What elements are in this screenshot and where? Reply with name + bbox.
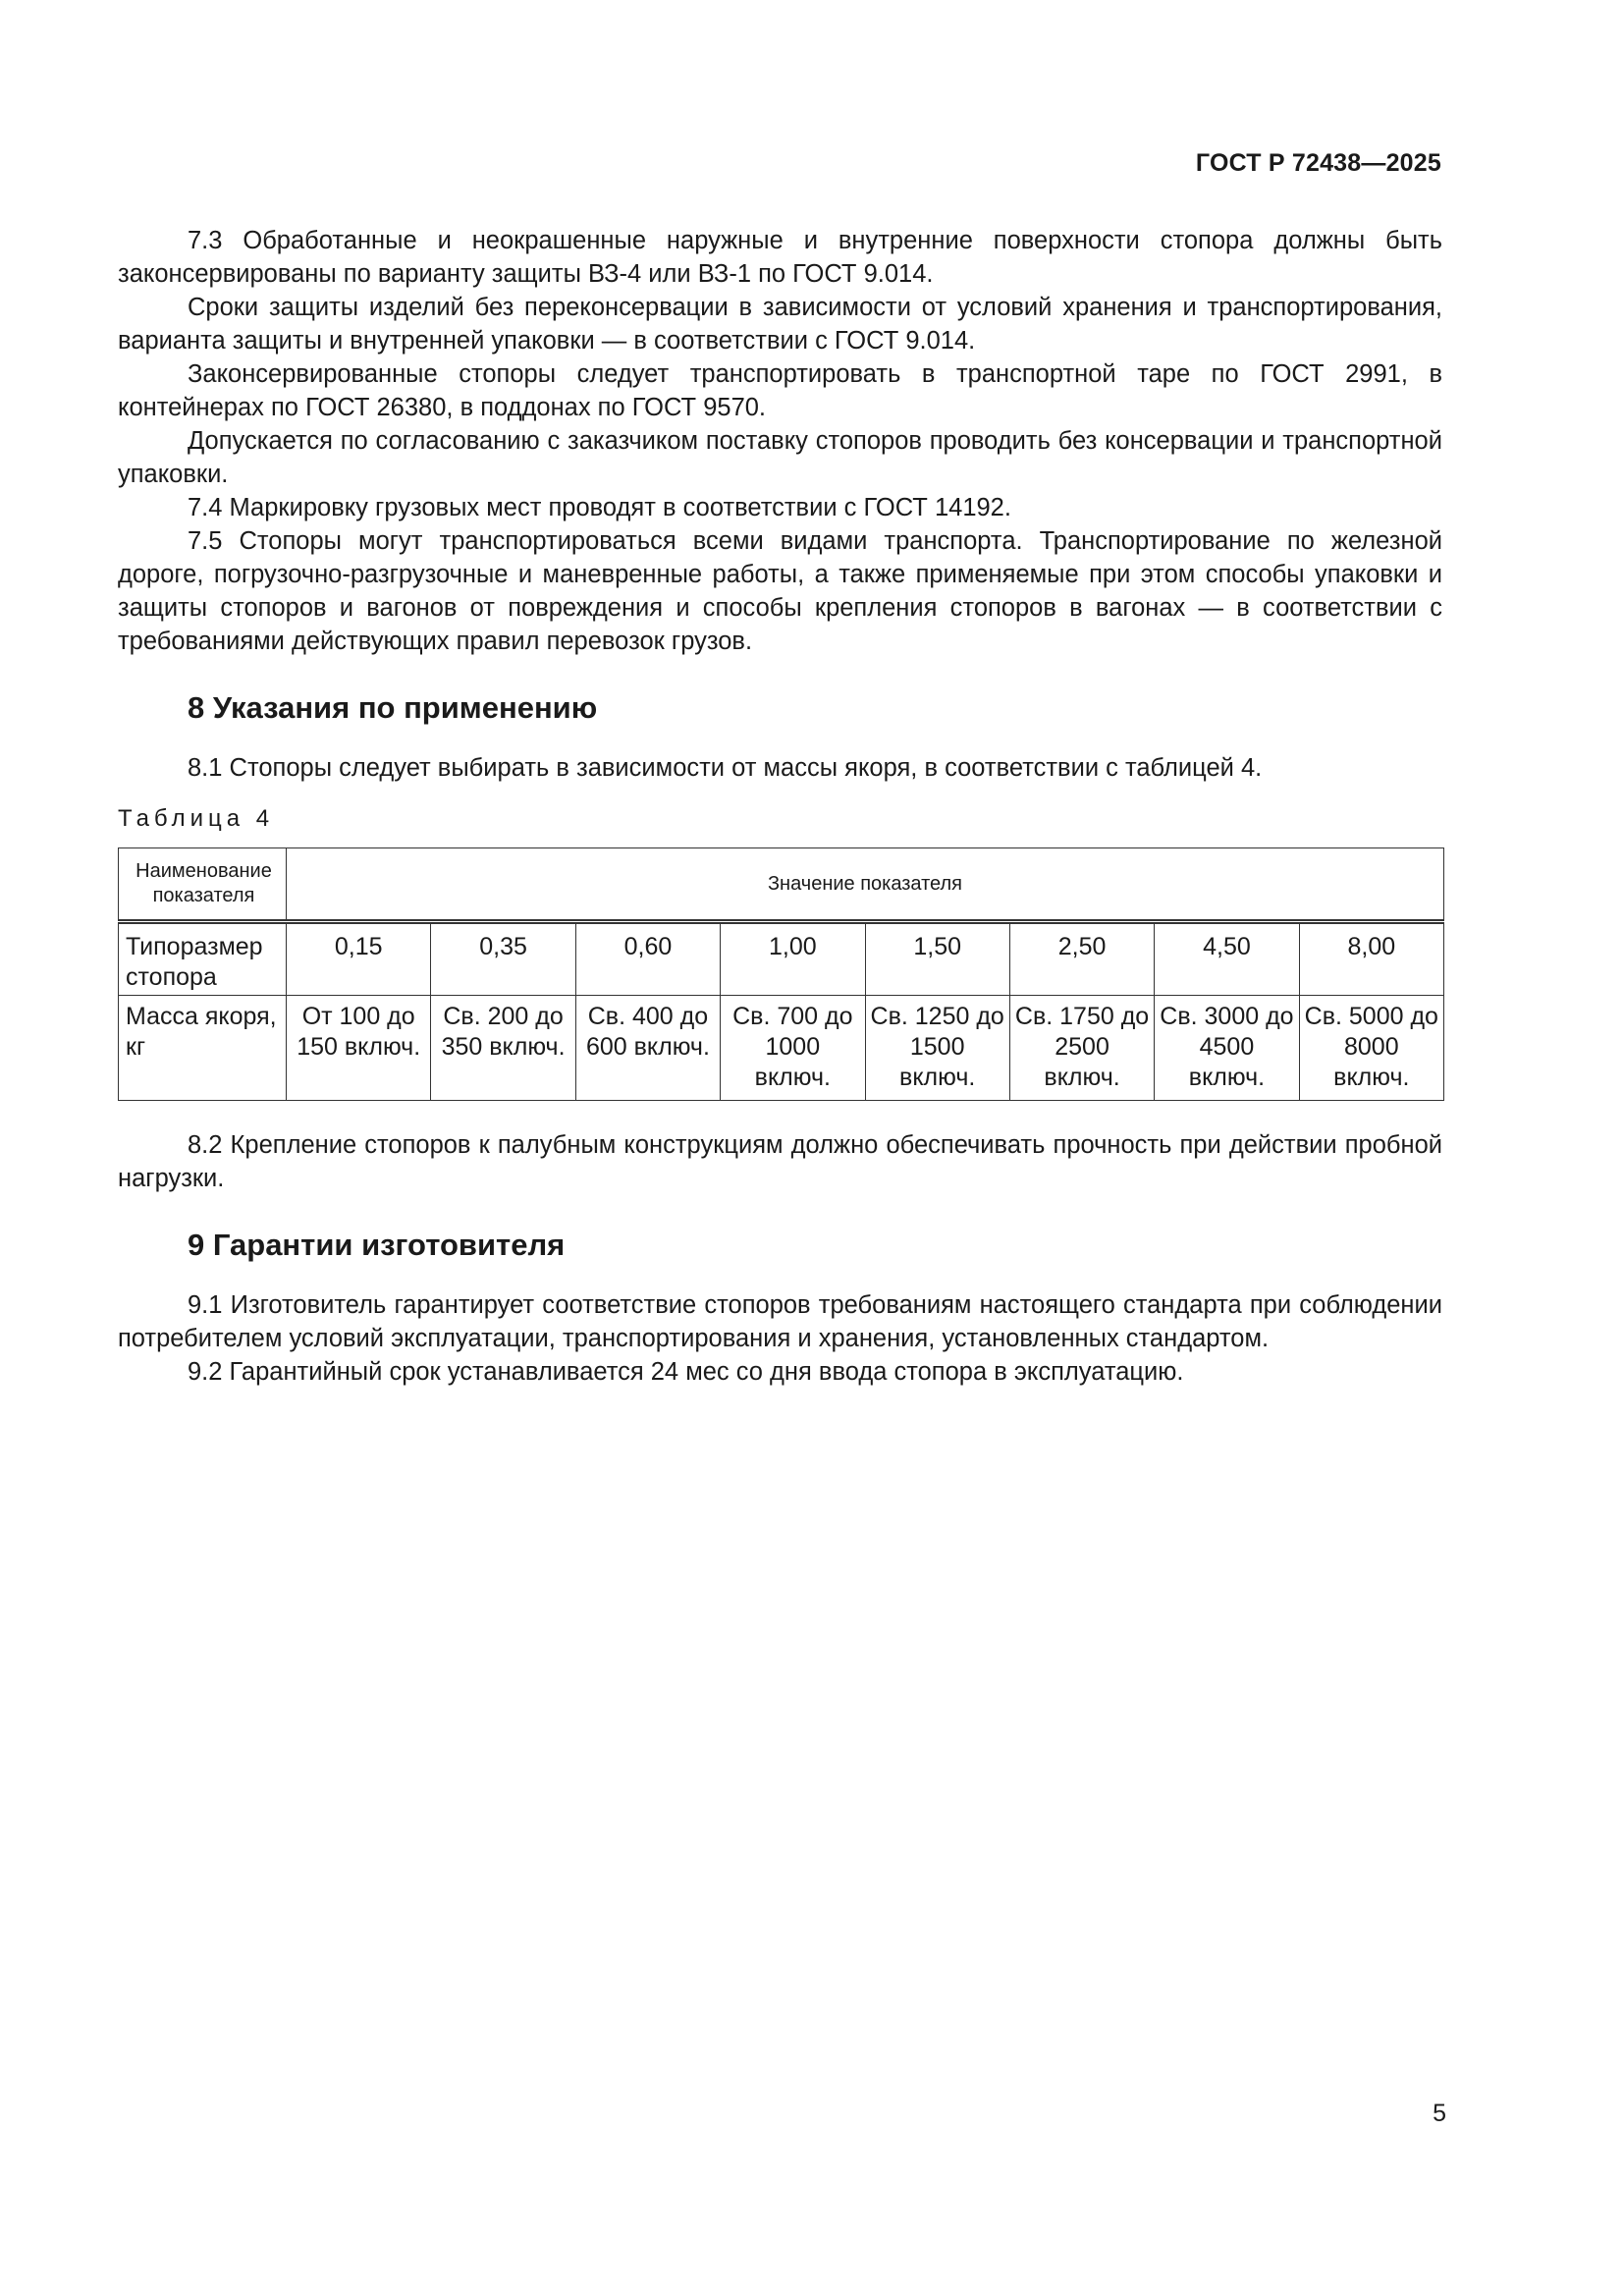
table-cell: 4,50: [1155, 922, 1299, 996]
paragraph-8-2: 8.2 Крепление стопоров к палубным конструкциям должно обеспечивать прочность при действии пробной нагрузки.: [118, 1131, 1442, 1192]
table-row: [119, 996, 1444, 1101]
table-row: [119, 922, 1444, 996]
table-cell: Св. 400 до 600 включ.: [575, 996, 720, 1101]
table-cell: Св. 700 до 1000 включ.: [721, 996, 865, 1101]
paragraph-9-2: 9.2 Гарантийный срок устанавливается 24 мес со дня ввода стопора в эксплуатацию.: [188, 1358, 1184, 1386]
paragraph-7-5: 7.5 Стопоры могут транспортироваться всеми видами транспорта. Транспортирование по железной дороге, погрузочно-разгрузочные и маневренные работы, а также применяемые при этом способы упаковки и защиты стопоров и вагонов от повреждения и способы крепления стопоров в вагонах — в соответствии с требованиями действующих правил перевозок грузов.: [118, 527, 1442, 655]
document-body: [118, 224, 1442, 1389]
section-8-heading: 8 Указания по применению: [188, 690, 598, 725]
table-cell: 0,60: [575, 922, 720, 996]
table-cell: Св. 3000 до 4500 включ.: [1155, 996, 1299, 1101]
table-cell: 2,50: [1009, 922, 1154, 996]
table-cell: Св. 1750 до 2500 включ.: [1009, 996, 1154, 1101]
table-cell: Св. 5000 до 8000 включ.: [1299, 996, 1443, 1101]
row-label-mass: Масса якоря, кг: [119, 996, 287, 1101]
paragraph-8-1: 8.1 Стопоры следует выбирать в зависимости от массы якоря, в соответствии с таблицей 4.: [188, 754, 1263, 782]
paragraph-transport-packaging: Законсервированные стопоры следует транспортировать в транспортной таре по ГОСТ 2991, в контейнерах по ГОСТ 26380, в поддонах по ГОСТ 9570.: [118, 360, 1442, 421]
paragraph-protection-terms: Сроки защиты изделий без переконсервации в зависимости от условий хранения и транспортирования, варианта защиты и внутренней упаковки — в соответствии с ГОСТ 9.014.: [118, 294, 1442, 355]
page-number: 5: [1433, 2100, 1446, 2127]
table-cell: 8,00: [1299, 922, 1443, 996]
table-cell: 0,35: [431, 922, 575, 996]
table-caption: Таблица 4: [118, 805, 275, 832]
table-header-row: [119, 848, 1444, 922]
paragraph-9-1: 9.1 Изготовитель гарантирует соответствие стопоров требованиям настоящего стандарта при соблюдении потребителем условий эксплуатации, транспортирования и хранения, установленных стандартом.: [118, 1291, 1442, 1352]
paragraph-7-4: 7.4 Маркировку грузовых мест проводят в соответствии с ГОСТ 14192.: [188, 494, 1011, 521]
table-cell: 1,50: [865, 922, 1009, 996]
paragraph-delivery-without-conservation: Допускается по согласованию с заказчиком поставку стопоров проводить без консервации и транспортной упаковки.: [118, 427, 1442, 488]
header-indicator-name: Наименование показателя: [119, 848, 287, 922]
table-cell: Св. 1250 до 1500 включ.: [865, 996, 1009, 1101]
table-cell: Св. 200 до 350 включ.: [431, 996, 575, 1101]
table-cell: 0,15: [287, 922, 431, 996]
section-9-heading: 9 Гарантии изготовителя: [188, 1228, 566, 1262]
document-code: ГОСТ Р 72438—2025: [1195, 149, 1441, 177]
table-cell: От 100 до 150 включ.: [287, 996, 431, 1101]
row-label-size: Типоразмер стопора: [119, 922, 287, 996]
section-7-text: [118, 224, 1442, 658]
paragraph-7-3: 7.3 Обработанные и неокрашенные наружные и внутренние поверхности стопора должны быть законсервированы по варианту защиты ВЗ-4 или ВЗ-1 по ГОСТ 9.014.: [118, 227, 1442, 288]
header-indicator-value: Значение показателя: [287, 848, 1444, 922]
table-cell: 1,00: [721, 922, 865, 996]
table-4: [118, 847, 1444, 1101]
